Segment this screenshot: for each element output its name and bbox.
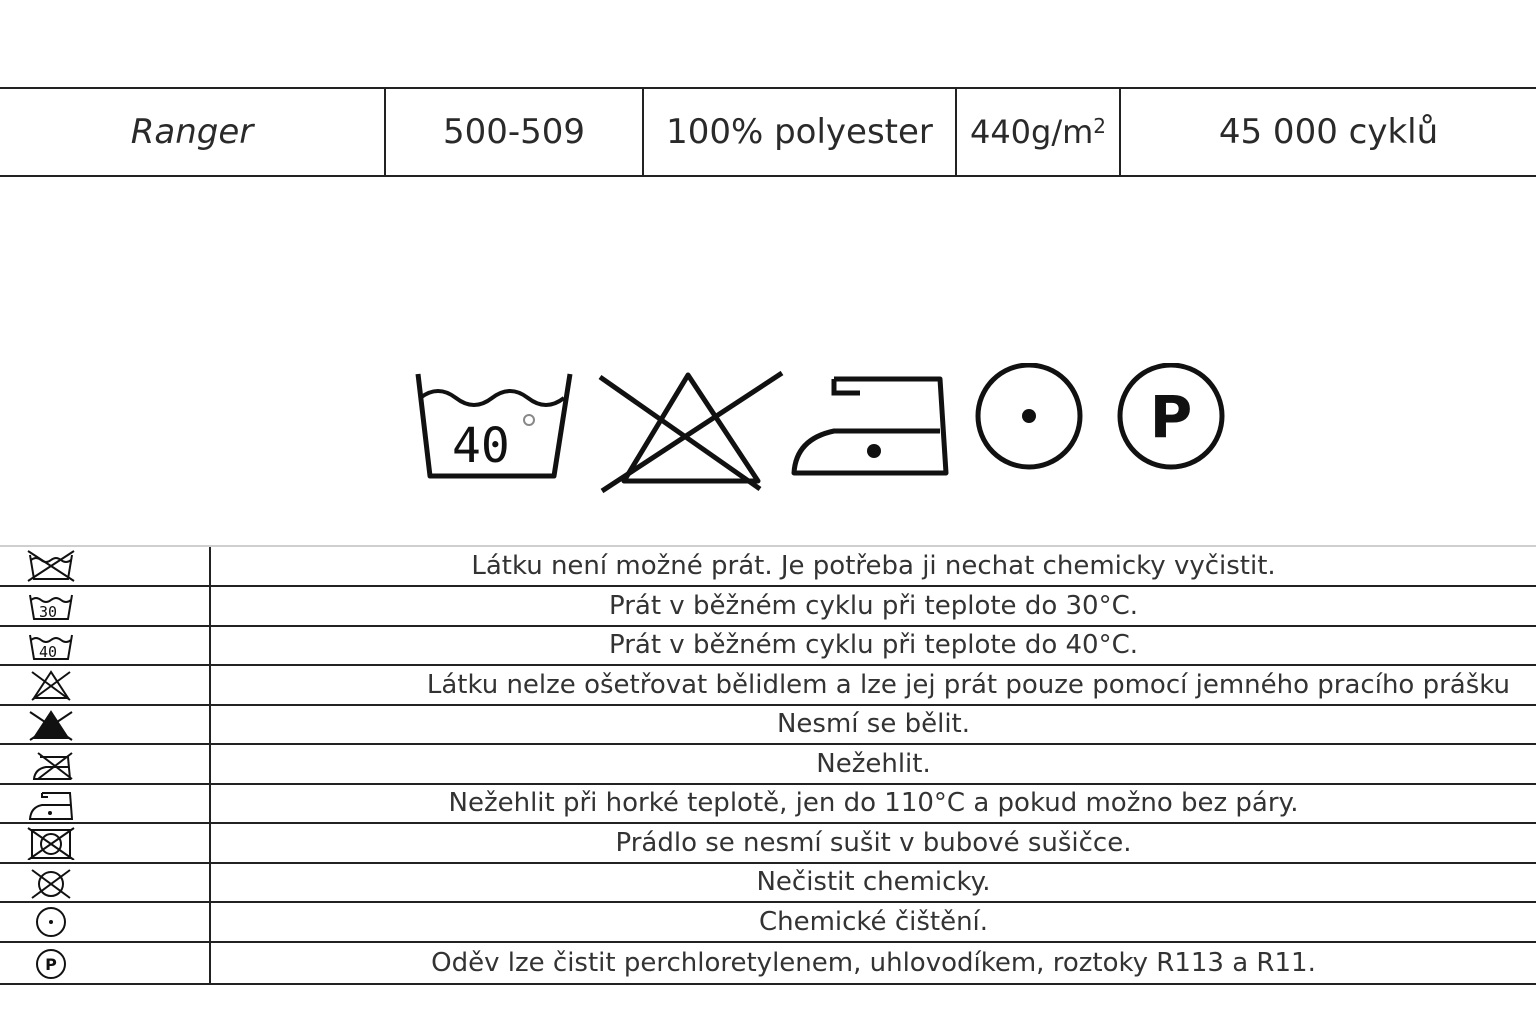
product-weight [957, 89, 1121, 175]
wash-30-icon [26, 589, 76, 623]
no-bleach-icon [596, 367, 786, 495]
iron-one-dot-icon [790, 373, 950, 479]
care-row [0, 785, 1536, 825]
product-spec-table [0, 87, 1536, 177]
care-row [0, 745, 1536, 785]
no-dry-clean-icon [26, 866, 76, 900]
care-text: Nežehlit při horké teplotě, jen do 110°C a pokud možno bez páry. [448, 788, 1299, 819]
care-text: Prát v běžném cyklu při teplote do 40°C. [608, 630, 1138, 661]
care-icon-cell [0, 824, 211, 862]
care-row [0, 547, 1536, 587]
dry-clean-p-small-label: P [45, 954, 57, 974]
care-icon-cell [0, 745, 211, 783]
care-text: Chemické čištění. [758, 906, 989, 937]
wash-30-label: 30 [39, 603, 58, 621]
care-row [0, 943, 1536, 985]
care-text: Látku není možné prát. Je potřeba ji nechat chemicky vyčistit. [471, 551, 1276, 581]
care-text: Prádlo se nesmí sušit v bubové sušičce. [615, 827, 1132, 858]
care-icon-cell [0, 706, 211, 744]
dry-clean-p-label: P [1149, 383, 1193, 451]
care-row [0, 903, 1536, 943]
care-row [0, 666, 1536, 706]
care-text: Nečistit chemicky. [756, 867, 991, 898]
care-text: Prát v běžném cyklu při teplote do 30°C. [608, 590, 1138, 621]
care-row [0, 824, 1536, 864]
wash-40-icon [414, 370, 576, 482]
care-icon-cell [0, 587, 211, 625]
care-icon-cell [0, 666, 211, 704]
product-weight-value: 440g/m [969, 113, 1094, 151]
dry-clean-dot-icon [972, 363, 1086, 473]
care-text: Nežehlit. [816, 748, 931, 779]
iron-one-dot-icon [26, 787, 76, 821]
care-icon-cell [0, 785, 211, 823]
care-row [0, 627, 1536, 667]
care-text: Látku nelze ošetřovat bělidlem a lze jej prát pouze pomocí jemného pracího prášku [426, 669, 1510, 700]
care-text: Oděv lze čistit perchloretylenem, uhlovodíkem, roztoky R113 a R11. [431, 947, 1316, 978]
care-text: Nesmí se bělit. [776, 709, 971, 740]
care-icon-cell [0, 547, 211, 585]
product-code: 500-509 [386, 89, 644, 175]
care-icon-cell [0, 903, 211, 941]
care-legend-table [0, 545, 1536, 985]
product-name: Ranger [0, 89, 386, 175]
care-row [0, 587, 1536, 627]
wash-40-icon [26, 629, 76, 663]
wash-40-label: 40 [452, 418, 510, 474]
care-icon-cell [0, 943, 211, 983]
wash-40-label: 40 [39, 642, 58, 661]
dry-clean-dot-icon [26, 905, 76, 939]
no-tumble-dry-icon [26, 826, 76, 860]
hand-wash-cross-icon [26, 549, 76, 583]
care-row [0, 864, 1536, 904]
product-material: 100% polyester [644, 89, 957, 175]
care-symbols-strip [0, 355, 1536, 500]
no-bleach-filled-icon [26, 708, 76, 742]
no-bleach-icon [26, 668, 76, 702]
care-icon-cell [0, 864, 211, 902]
dry-clean-p-icon [1114, 363, 1228, 473]
dry-clean-p-icon [26, 945, 76, 981]
product-abrasion: 45 000 cyklů [1218, 112, 1439, 152]
no-iron-icon [26, 747, 76, 781]
care-icon-cell [0, 627, 211, 665]
product-weight-exponent: 2 [1093, 114, 1107, 138]
care-row [0, 706, 1536, 746]
